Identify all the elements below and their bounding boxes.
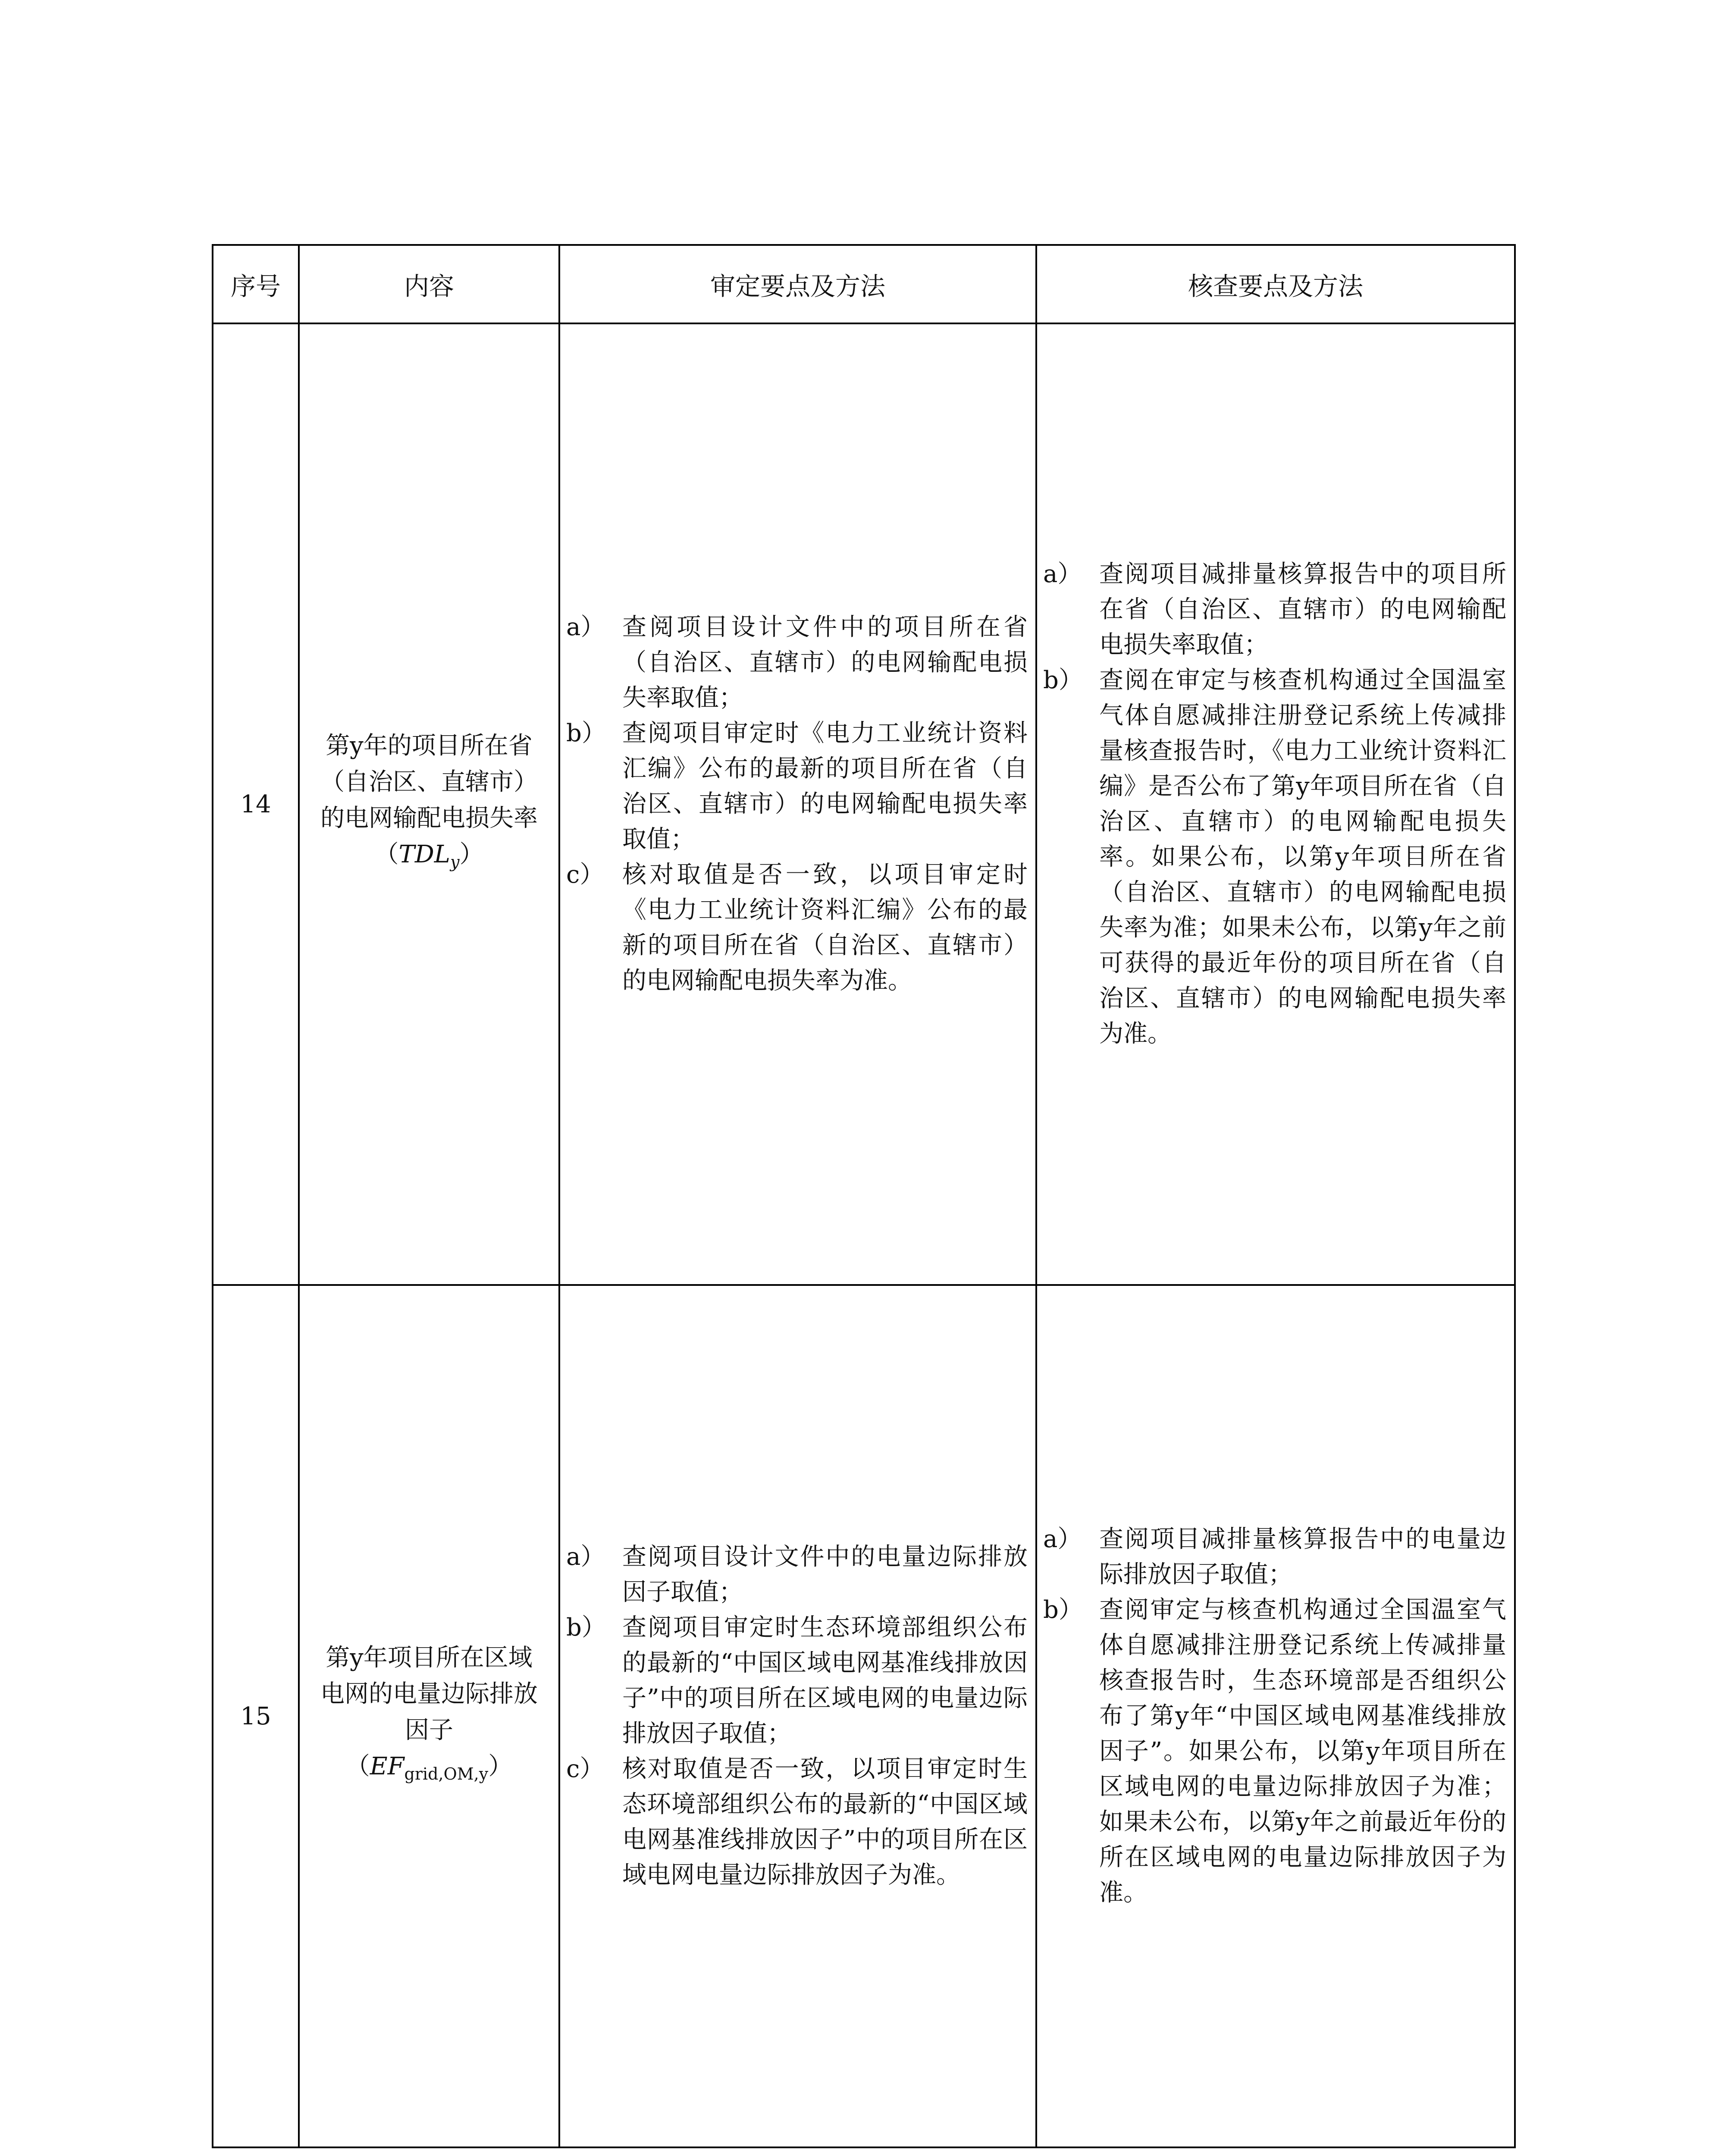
list-item: b） 查阅在审定与核查机构通过全国温室气体自愿减排注册登记系统上传减排量核查报告时，《电力工业统计资料汇编》是否公布了第y年项目所在省（自治区、直辖市）的电网输配电损失率。如果公布，以第y年项目所在省（自治区、直辖市）的电网输配电损失率为准；如果未公布，以第y年之前可获得的最近年份的项目所在省（自治区、直辖市）的电网输配电损失率为准。: [1043, 666, 1506, 1048]
table-row: [213, 323, 1515, 1285]
row-seq: 15: [213, 1285, 299, 2147]
list-item: c） 核对取值是否一致，以项目审定时《电力工业统计资料汇编》公布的最新的项目所在省（自治区、直辖市）的电网输配电损失率为准。: [566, 861, 1028, 995]
header-seq: 序号: [213, 245, 299, 323]
table-header-row: [213, 245, 1515, 323]
variable-symbol: TDL: [398, 840, 450, 869]
content-variable: $(TDL_y)$: [374, 840, 484, 872]
row-seq: 14: [213, 323, 299, 1285]
variable-symbol: EF: [370, 1752, 404, 1781]
row-content: [299, 323, 559, 1285]
list-item: b） 查阅审定与核查机构通过全国温室气体自愿减排注册登记系统上传减排量核查报告时，生态环境部是否组织公布了第y年“中国区域电网基准线排放因子”。如果公布，以第y年项目所在区域电网的电量边际排放因子为准；如果未公布，以第y年之前最近年份的所在区域电网的电量边际排放因子为准。: [1043, 1596, 1506, 1907]
header-validation: 审定要点及方法: [559, 245, 1036, 323]
header-content: 内容: [299, 245, 559, 323]
content-line: 第y年项目所在区域: [326, 1644, 533, 1672]
variable-subscript: grid,OM,y: [404, 1764, 489, 1784]
row-content: [299, 1285, 559, 2147]
variable-subscript: y: [450, 852, 460, 872]
criteria-table: [212, 244, 1516, 2148]
header-verification: 核查要点及方法: [1036, 245, 1515, 323]
list-item: b） 查阅项目审定时生态环境部组织公布的最新的“中国区域电网基准线排放因子”中的项目所在区域电网的电量边际排放因子取值；: [566, 1614, 1028, 1748]
content-line: 的电网输配电损失率: [320, 804, 538, 833]
list-item: a） 查阅项目减排量核算报告中的项目所在省（自治区、直辖市）的电网输配电损失率取值；: [1043, 560, 1506, 659]
table-row: [213, 1285, 1515, 2147]
list-item: c） 核对取值是否一致，以项目审定时生态环境部组织公布的最新的“中国区域电网基准线排放因子”中的项目所在区域电网电量边际排放因子为准。: [566, 1755, 1028, 1889]
content-line: （自治区、直辖市）: [320, 768, 538, 796]
row-verification: [1036, 323, 1515, 1285]
content-variable: $(EF_{grid,OM,y})$: [345, 1752, 513, 1784]
content-line: 第y年的项目所在省: [326, 732, 533, 760]
list-item: a） 查阅项目减排量核算报告中的电量边际排放因子取值；: [1043, 1525, 1506, 1589]
row-validation: [559, 1285, 1036, 2147]
list-item: b） 查阅项目审定时《电力工业统计资料汇编》公布的最新的项目所在省（自治区、直辖市）的电网输配电损失率取值；: [566, 719, 1028, 853]
content-line: 电网的电量边际排放: [320, 1680, 538, 1708]
content-line: 因子: [405, 1716, 453, 1745]
list-item: a） 查阅项目设计文件中的电量边际排放因子取值；: [566, 1543, 1028, 1606]
list-item: a） 查阅项目设计文件中的项目所在省（自治区、直辖市）的电网输配电损失率取值；: [566, 613, 1028, 712]
row-verification: [1036, 1285, 1515, 2147]
row-validation: [559, 323, 1036, 1285]
